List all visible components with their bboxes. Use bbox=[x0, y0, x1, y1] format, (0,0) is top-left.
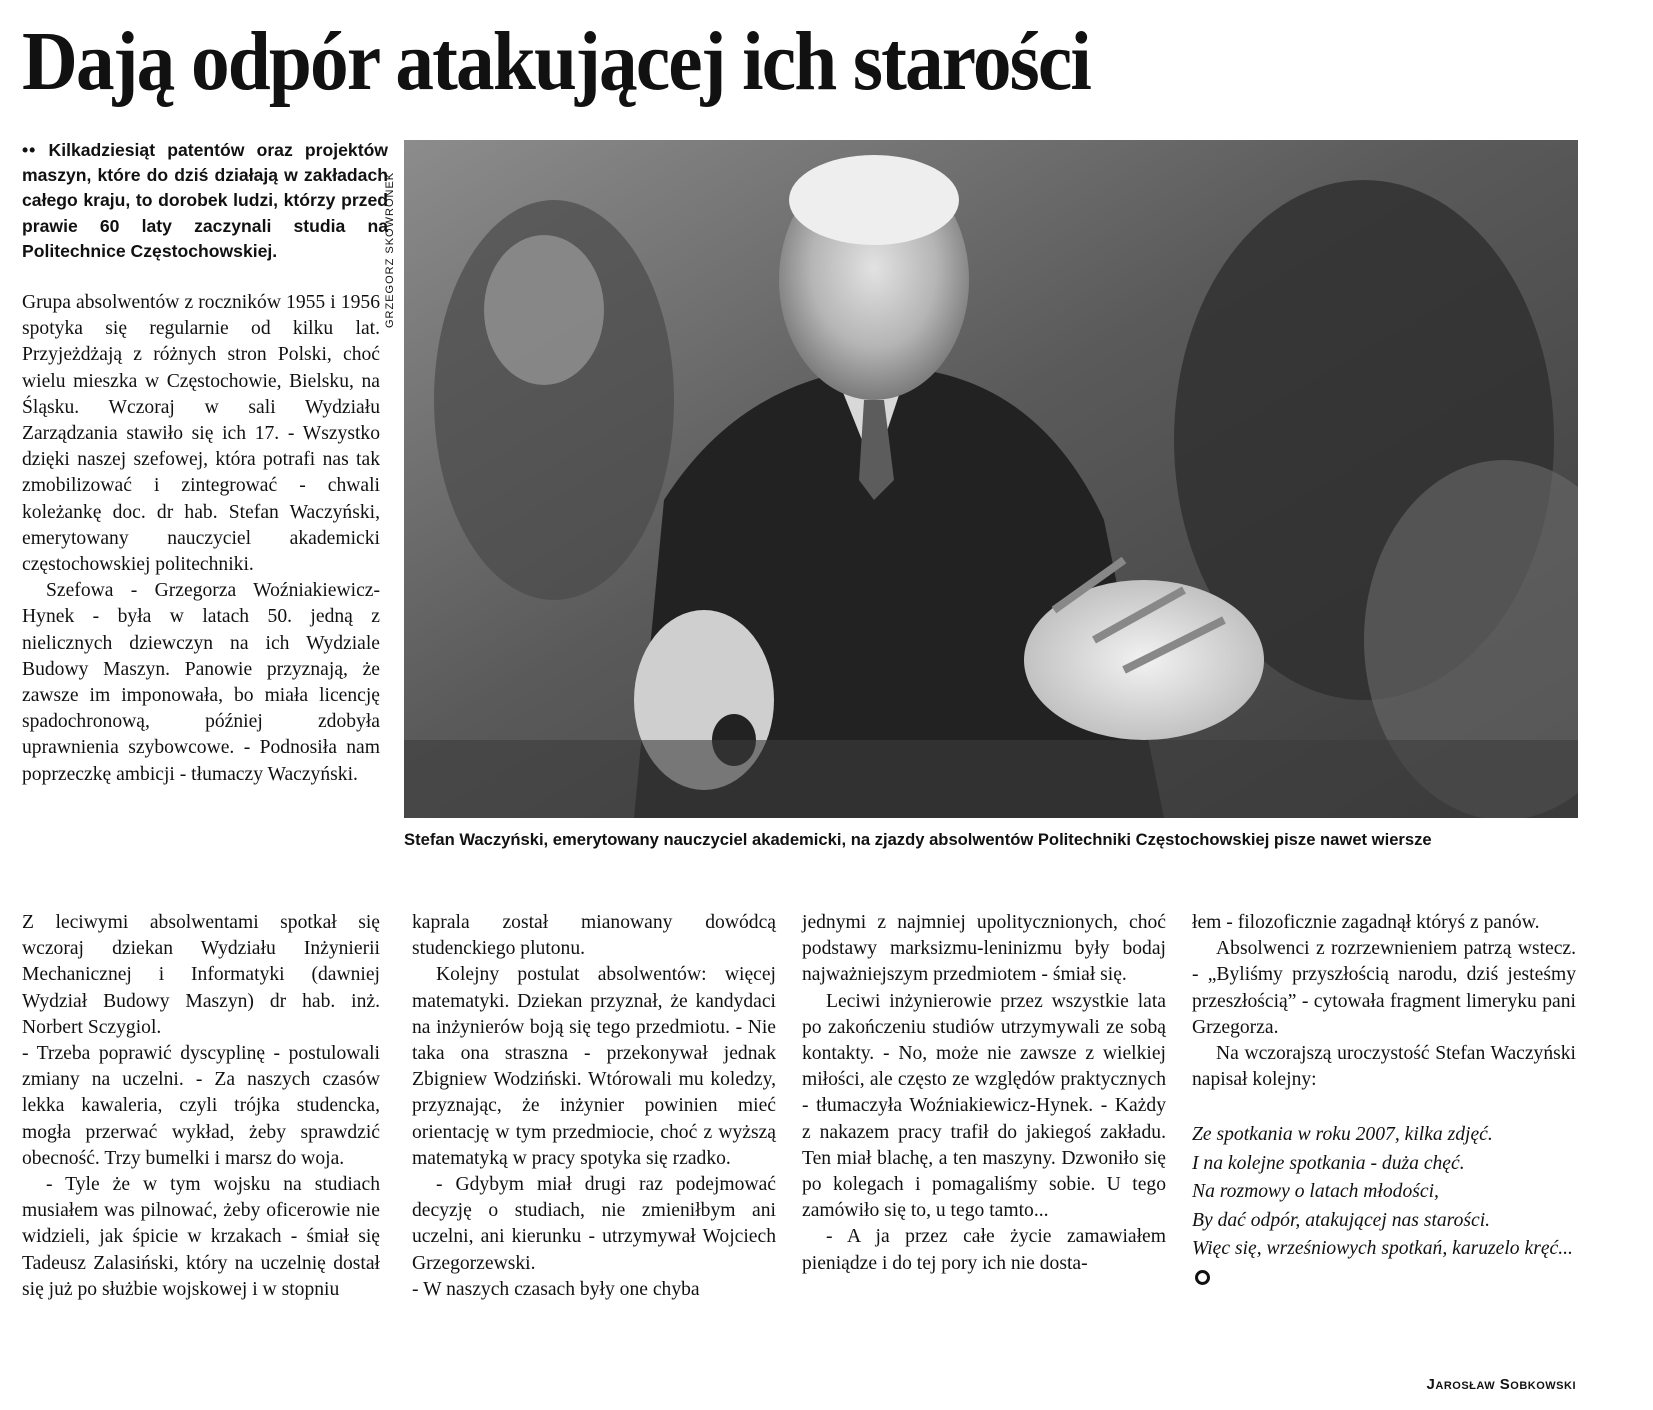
lead-text: Kilkadziesiąt patentów oraz projektów maszyn, które do dziś działają w zakładach całego kraju, to dorobek ludzi, którzy przed prawie 60 laty zaczynali studia na Politechnice Częstochowskiej. bbox=[22, 140, 388, 261]
byline: Jarosław Sobkowski bbox=[1426, 1376, 1576, 1393]
photo-credit: GRZEGORZ SKOWRONEK bbox=[384, 171, 396, 328]
body-paragraph: Absolwenci z rozrzewnieniem patrzą wstecz. - „Byliśmy przyszłością narodu, dziś jesteśmy przeszłością” - cytowała fragment limeryku pani Grzegorza. bbox=[1192, 938, 1576, 1038]
photo-caption: Stefan Waczyński, emerytowany nauczyciel akademicki, na zjazdy absolwentów Politechniki Częstochowskiej pisze nawet wiersze bbox=[404, 830, 1432, 849]
article-photo bbox=[404, 140, 1578, 818]
poem-line: Ze spotkania w roku 2007, kilka zdjęć. bbox=[1192, 1124, 1493, 1146]
end-mark-icon bbox=[1195, 1270, 1210, 1285]
lead-paragraph bbox=[22, 138, 388, 264]
photo-illustration bbox=[404, 140, 1578, 818]
body-paragraph: jednymi z najmniej upolitycznionych, choć podstawy marksizmu-leninizmu były bodaj najważniejszym przedmiotem - śmiał się. bbox=[802, 912, 1166, 986]
column-2 bbox=[412, 910, 776, 1303]
body-paragraph: - Tyle że w tym wojsku na studiach musiałem was pilnować, żeby oficerowie nie widzieli, jak śpicie w krzakach - śmiał się Tadeusz Zalasiński, który na uczelnię dostał się już po służbie wojskowej i w stopniu bbox=[22, 1174, 380, 1300]
body-paragraph: - A ja przez całe życie zamawiałem pieniądze i do tej pory ich nie dosta- bbox=[802, 1226, 1166, 1274]
poem-line: Na rozmowy o latach młodości, bbox=[1192, 1181, 1439, 1203]
column-1-continued bbox=[22, 910, 380, 1303]
body-paragraph: Z leciwymi absolwentami spotkał się wczoraj dziekan Wydziału Inżynierii Mechanicznej i Informatyki (dawniej Wydział Budowy Maszyn) dr hab. inż. Norbert Sczygiol. bbox=[22, 912, 380, 1038]
body-paragraph: Szefowa - Grzegorza Woźniakiewicz-Hynek - była w latach 50. jedną z nielicznych dziewczyn na ich Wydziale Budowy Maszyn. Panowie przyznają, że zawsze im imponowała, bo miała licencję spadochronową, później zdobyła uprawnienia szybowcowe. - Podnosiła nam poprzeczkę ambicji - tłumaczy Waczyński. bbox=[22, 580, 380, 785]
poem-line: By dać odpór, atakującej nas starości. bbox=[1192, 1209, 1491, 1231]
poem-line: I na kolejne spotkania - duża chęć. bbox=[1192, 1152, 1465, 1174]
body-paragraph: Leciwi inżynierowie przez wszystkie lata po zakończeniu studiów utrzymywali ze sobą kontakty. - No, może nie zawsze z wielkiej miłości, ale często ze względów praktycznych - tłumaczyła Woźniakiewicz-Hynek. - Każdy z nakazem pracy trafił do jakiegoś zakładu. Ten miał blachę, a ten maszyny. Dzwoniło się po kolegach i pomagaliśmy sobie. U tego zamówiło się to, u tego tamto... bbox=[802, 990, 1166, 1222]
body-paragraph: Kolejny postulat absolwentów: więcej matematyki. Dziekan przyznał, że kandydaci na inżynierów boją się tego przedmiotu. - Nie taka ona straszna - przekonywał jednak Zbigniew Wodziński. Wtórowali mu koledzy, przyznając, że inżynier powinien mieć orientację w tym przedmiocie, choć z wyższą matematyką w pracy spotyka się rzadko. bbox=[412, 964, 776, 1169]
poem-line: Więc się, wrześniowych spotkań, karuzelo kręć... bbox=[1192, 1238, 1573, 1260]
column-1 bbox=[22, 290, 380, 788]
column-3 bbox=[802, 910, 1166, 1277]
body-paragraph: - Trzeba poprawić dyscyplinę - postulowali zmiany na uczelni. - Za naszych czasów lekka kawaleria, czyli trójka studencka, mogła przerwać wykład, żeby sprawdzić obecność. Trzy bumelki i marsz do woja. bbox=[22, 1043, 380, 1169]
lead-bullet: •• bbox=[22, 140, 37, 160]
body-paragraph: - W naszych czasach były one chyba bbox=[412, 1278, 700, 1300]
body-paragraph: - Gdybym miał drugi raz podejmować decyzję o studiach, nie zmieniłbym ani uczelni, ani kierunku - utrzymywał Wojciech Grzegorzewski. bbox=[412, 1174, 776, 1274]
column-4 bbox=[1192, 910, 1576, 1292]
poem bbox=[1192, 1121, 1576, 1291]
body-paragraph: kaprala został mianowany dowódcą studenckiego plutonu. bbox=[412, 912, 776, 960]
body-paragraph: Grupa absolwentów z roczników 1955 i 1956 spotyka się regularnie od kilku lat. Przyjeżdżają z różnych stron Polski, choć wielu mieszka w Częstochowie, Bielsku, na Śląsku. Wczoraj w sali Wydziału Zarządzania stawiło się ich 17. - Wszystko dzięki naszej szefowej, która potrafi nas tak zmobilizować i zintegrować - chwali koleżankę doc. dr hab. Stefan Waczyński, emerytowany nauczyciel akademicki częstochowskiej politechniki. bbox=[22, 292, 380, 576]
body-paragraph: Na wczorajszą uroczystość Stefan Waczyński napisał kolejny: bbox=[1192, 1043, 1576, 1091]
headline: Dają odpór atakującej ich starości bbox=[22, 15, 1090, 108]
body-paragraph: łem - filozoficznie zagadnął któryś z panów. bbox=[1192, 912, 1540, 933]
